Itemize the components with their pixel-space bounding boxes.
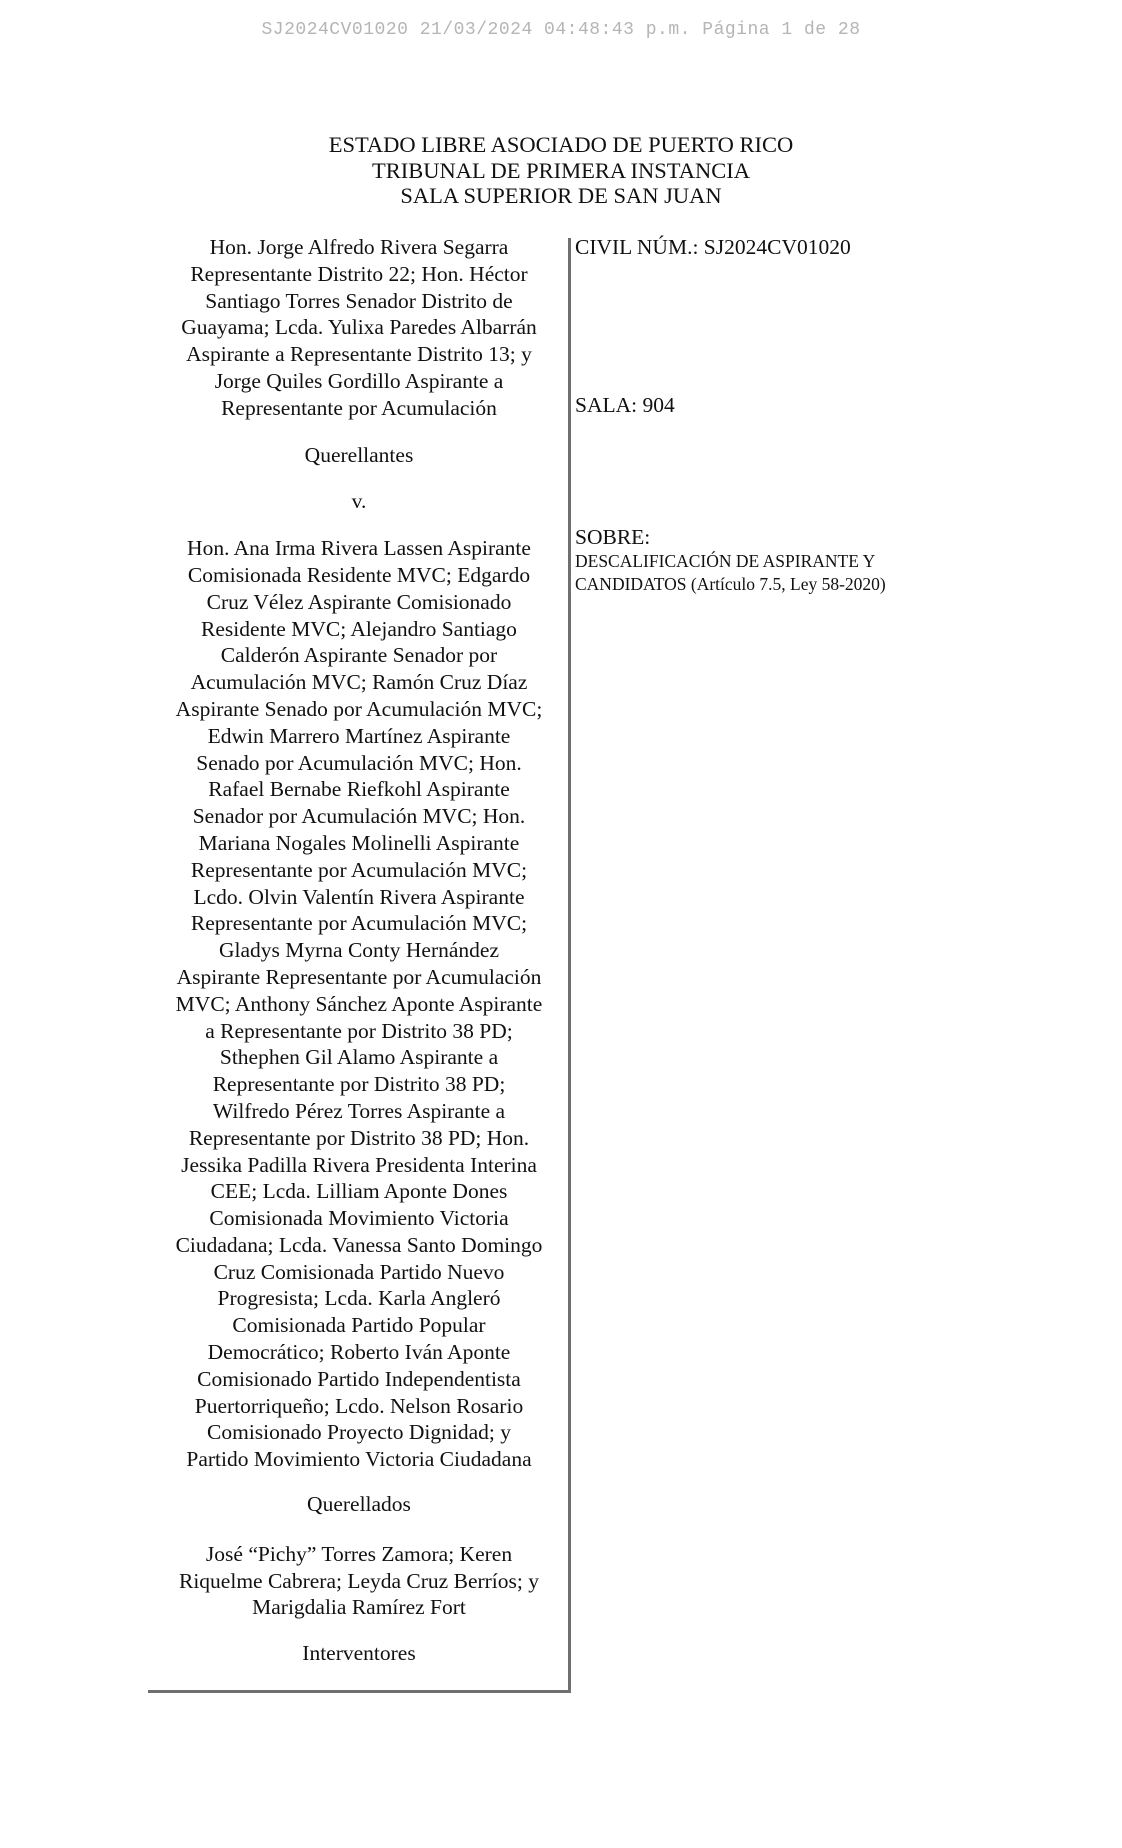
case-caption-parties xyxy=(150,234,568,1667)
civil-number-line xyxy=(575,234,1095,261)
querellados-label: Querellados xyxy=(307,1492,411,1517)
sobre-label: SOBRE: xyxy=(575,524,651,549)
querellantes-names: Hon. Jorge Alfredo Rivera Segarra Representante Distrito 22; Hon. Héctor Santiago Torres Senador Distrito de Guayama; Lcda. Yulixa Paredes Albarrán Aspirante a Representante Distrito 13; y Jorge Quiles Gordillo Aspirante a Representante por Acumulación xyxy=(181,235,537,420)
querellantes-label: Querellantes xyxy=(304,442,414,467)
court-header-line-2: TRIBUNAL DE PRIMERA INSTANCIA xyxy=(372,157,750,183)
court-header xyxy=(0,132,1122,209)
interventores-label: Interventores xyxy=(302,1641,416,1666)
versus-label: v. xyxy=(351,489,367,514)
querellados-names: Hon. Ana Irma Rivera Lassen Aspirante Comisionada Residente MVC; Edgardo Cruz Vélez Aspirante Comisionado Residente MVC; Alejandro Santiago Calderón Aspirante Senador por Acumulación MVC; Ramón Cruz Díaz Aspirante Senado por Acumulación MVC; Edwin Marrero Martínez Aspirante Senado por Acumulación MVC; Hon. Rafael Bernabe Riefkohl Aspirante Senador por Acumulación MVC; Hon. Mariana Nogales Molinelli Aspirante Representante por Acumulación MVC; Lcdo. Olvin Valentín Rivera Aspirante Representante por Acumulación MVC; Gladys Myrna Conty Hernández Aspirante Representante por Acumulación MVC; Anthony Sánchez Aponte Aspirante a Representante por Distrito 38 PD; Sthephen Gil Alamo Aspirante a Representante por Distrito 38 PD; Wilfredo Pérez Torres Aspirante a Representante por Distrito 38 PD; Hon. Jessika Padilla Rivera Presidenta Interina CEE; Lcda. Lilliam Aponte Dones Comisionada Movimiento Victoria Ciudadana; Lcda. Vanessa Santo Domingo Cruz Comisionada Partido Nuevo Progresista; Lcda. Karla Angleró Comisionada Partido Popular Democrático; Roberto Iván Aponte Comisionado Partido Independentista Puertorriqueño; Lcdo. Nelson Rosario Comisionado Proyecto Dignidad; y Partido Movimiento Victoria Ciudadana xyxy=(175,536,543,1472)
sala-line xyxy=(575,392,1095,419)
court-header-line-1: ESTADO LIBRE ASOCIADO DE PUERTO RICO xyxy=(328,132,794,157)
sala-label: SALA: xyxy=(575,392,638,417)
sobre-text: DESCALIFICACIÓN DE ASPIRANTE Y CANDIDATOS (Artículo 7.5, Ley 58-2020) xyxy=(575,551,886,595)
court-header-line-3: SALA SUPERIOR DE SAN JUAN xyxy=(400,183,722,208)
interventores-names: José “Pichy” Torres Zamora; Keren Riquelme Cabrera; Leyda Cruz Berríos; y Marigdalia Ramírez Fort xyxy=(178,1541,539,1620)
caption-bottom-divider xyxy=(148,1690,571,1693)
filing-stamp: SJ2024CV01020 21/03/2024 04:48:43 p.m. Página 1 de 28 xyxy=(261,20,861,40)
civil-number-value: SJ2024CV01020 xyxy=(703,235,851,259)
sala-value: 904 xyxy=(642,392,675,417)
civil-number-label: CIVIL NÚM.: xyxy=(575,235,699,259)
caption-vertical-divider xyxy=(568,238,571,1692)
case-info xyxy=(575,234,1095,596)
